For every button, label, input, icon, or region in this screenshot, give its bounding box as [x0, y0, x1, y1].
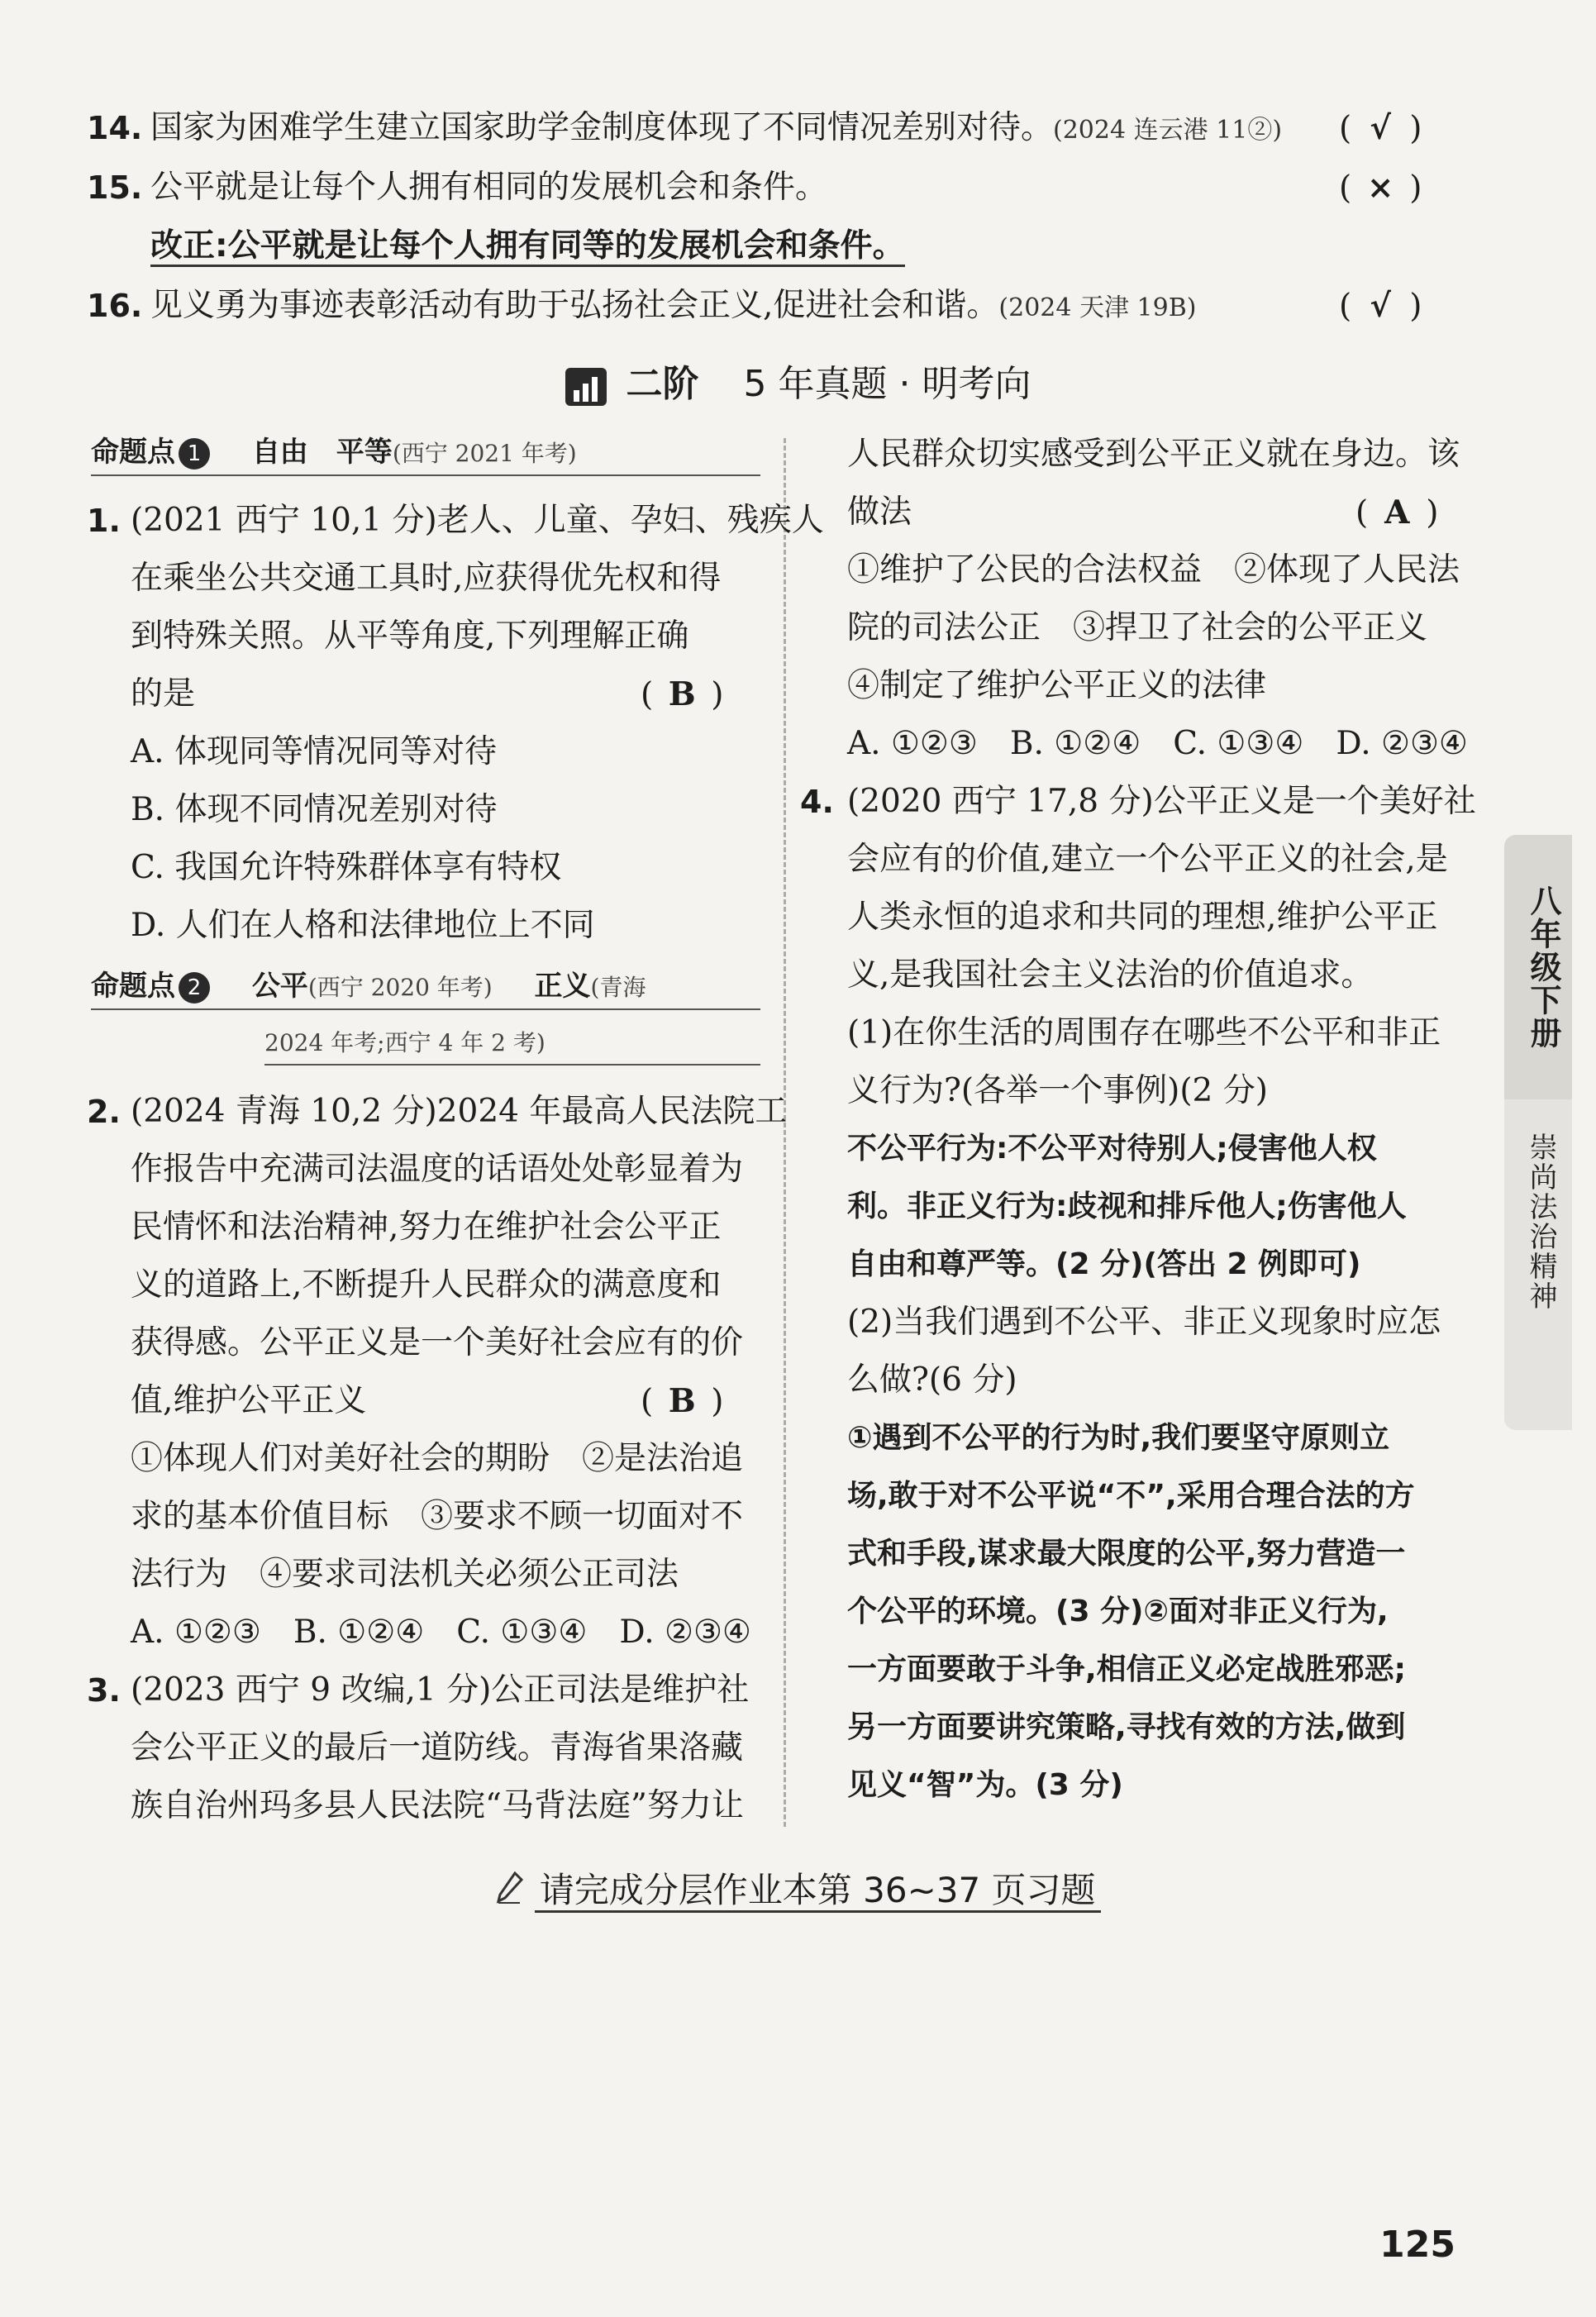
answer-text: 不公平行为:不公平对待别人;侵害他人权: [847, 1132, 1377, 1166]
answer-mark: B: [668, 1382, 696, 1420]
item-text: 国家为困难学生建立国家助学金制度体现了不同情况差别对待。(2024 连云港 11②): [150, 109, 1283, 146]
question-number: 1.: [87, 503, 121, 539]
option: D. 人们在人格和法律地位上不同: [131, 907, 595, 944]
option: ①体现人们对美好社会的期盼 ②是法治追: [131, 1440, 744, 1477]
section-title: 5 年真题 · 明考向: [743, 363, 1031, 405]
correction-text: 改正:公平就是让每个人拥有同等的发展机会和条件。: [150, 222, 905, 271]
side-tab-unit: 崇尚法治精神: [1524, 1132, 1557, 1311]
answer-paren: ( A ): [1355, 488, 1438, 538]
answer-paren: ( √ ): [1339, 103, 1422, 154]
answer-text: 式和手段,谋求最大限度的公平,努力营造一: [847, 1537, 1406, 1571]
topic-2-source-cont: 2024 年考;西宁 4 年 2 考): [264, 1021, 760, 1066]
answer-text: 另一方面要讲究策略,寻找有效的方法,做到: [847, 1710, 1406, 1744]
option: 求的基本价值目标 ③要求不顾一切面对不: [131, 1498, 744, 1535]
section-header: [0, 355, 1596, 413]
section-step: 二阶: [626, 363, 699, 405]
answer-paren: ( B ): [641, 670, 723, 720]
page: 14. 国家为困难学生建立国家助学金制度体现了不同情况差别对待。(2024 连云港 11②) ( √ ) 15. 公平就是让每个人拥有相同的发展机会和条件。 ( × ) 改正:公平就是让每个人拥有同等的发展机会和条件。 16. 见义勇为事迹表彰活动有助于弘扬社会正义,促进社会和谐。(2024 天津 19B) ( √ ) 二阶 5 年真题 · 明考向 命题点 1 自由 平等(西宁 2021 年考) 1. (2021 西宁 10,1 分)老人、儿童、孕妇、残疾人 在乘坐公共交通工具时,应获得优先权和得 到特殊关照。从平等角度,下列理解正确 的是 ( B ) A. 体现同等情况同等对待 B. 体现不同情况差别对待 C. 我国允许特殊群体享有特权 D. 人们在人格和法律地位上不同 命题点 2 公平(西宁 2020 年考) 正义(青海 2024 年考;西宁 4 年 2 考) 2. (2024 青海 10,2 分)2024 年最高人民法院工 作报告中充满司法温度的话语处处彰显着为 民情怀和法治精神,努力在维护社会公平正 义的道路上,不断提升人民群众的满意度和 获得感。公平正义是一个美好社会应有的价 值,维护公平正义 ( B ) ①体现人们对美好社会的期盼 ②是法治追 求的基本价值目标 ③要求不顾一切面对不 法行为 ④要求司法机关必须公正司法 A. ①②③ B. ①②④ C. ①③④ D. ②③④ 3. (2023 西宁 9 改编,1 分)公正司法是维护社 会公平正义的最后一道防线。青海省果洛藏 族自治州玛多县人民法院“马背法庭”努力让 人民群众切实感受到公平正义就在身边。该 做法 ( A ) ①维护了公民的合法权益 ②体现了人民法 院的司法公正 ③捍卫了社会的公平正义 ④制定了维护公平正义的法律 A. ①②③ B. ①②④ C. ①③④ D. ②③④ 4. (2020 西宁 17,8 分)公平正义是一个美好社 会应有的价值,建立一个公平正义的社会,是 人类永恒的追求和共同的理想,维护公平正 义,是我国社会主义法治的价值追求。 (1)在你生活的周围存在哪些不公平和非正 义行为?(各举一个事例)(2 分) 不公平行为:不公平对待别人;侵害他人权 利。非正义行为:歧视和排斥他人;伤害他人 自由和尊严等。(2 分)(答出 2 例即可) (2)当我们遇到不公平、非正义现象时应怎 么做?(6 分) ①遇到不公平的行为时,我们要坚守原则立 场,敢于对不公平说“不”,采用合理合法的方 式和手段,谋求最大限度的公平,努力营造一 个公平的环境。(3 分)②面对非正义行为, 一方面要敢于斗争,相信正义必定战胜邪恶; 另一方面要讲究策略,寻找有效的方法,做到 见义“智”为。(3 分) 八年级下册 崇尚法治精神 请完成分层作业本第 36~37 页习题 125: [0, 0, 1596, 2317]
answer-mark: √: [1370, 287, 1392, 325]
item-number: 15.: [87, 169, 143, 206]
pencil-icon: [495, 1866, 523, 1919]
option: 法行为 ④要求司法机关必须公正司法: [131, 1556, 679, 1593]
answer-mark: A: [1384, 493, 1410, 532]
answer-text: 自由和尊严等。(2 分)(答出 2 例即可): [847, 1247, 1361, 1281]
option: ①维护了公民的合法权益 ②体现了人民法: [847, 551, 1460, 589]
option: A. ①②③ B. ①②④ C. ①③④ D. ②③④: [131, 1614, 751, 1651]
option: 院的司法公正 ③捍卫了社会的公平正义: [847, 609, 1428, 646]
answer-text: 一方面要敢于斗争,相信正义必定战胜邪恶;: [847, 1652, 1407, 1686]
answer-text: 个公平的环境。(3 分)②面对非正义行为,: [847, 1595, 1389, 1628]
answer-mark: B: [668, 675, 696, 713]
topic-1-header: 命题点 1 自由 平等(西宁 2021 年考): [91, 431, 760, 476]
answer-paren: ( B ): [641, 1376, 723, 1427]
page-number: 125: [1379, 2224, 1455, 2266]
answer-text: 利。非正义行为:歧视和排斥他人;伤害他人: [847, 1189, 1407, 1223]
side-tab-grade: 八年级下册: [1525, 884, 1561, 1050]
answer-mark: ×: [1366, 169, 1394, 207]
question-number: 3.: [87, 1672, 121, 1709]
topic-number-badge: 1: [179, 438, 210, 470]
answer-text: ①遇到不公平的行为时,我们要坚守原则立: [847, 1421, 1390, 1455]
chart-bars-icon: [565, 368, 607, 406]
question-number: 4.: [800, 784, 834, 820]
item-text: 公平就是让每个人拥有相同的发展机会和条件。: [150, 169, 828, 206]
option: ④制定了维护公平正义的法律: [847, 667, 1267, 704]
question-number: 2.: [87, 1094, 121, 1130]
option: B. 体现不同情况差别对待: [131, 791, 498, 828]
item-text: 见义勇为事迹表彰活动有助于弘扬社会正义,促进社会和谐。(2024 天津 19B): [150, 287, 1197, 324]
answer-paren: ( × ): [1339, 163, 1422, 213]
answer-text: 见义“智”为。(3 分): [847, 1768, 1123, 1802]
item-number: 16.: [87, 288, 143, 324]
item-number: 14.: [87, 110, 143, 146]
option: A. 体现同等情况同等对待: [131, 733, 497, 770]
side-tab: [1504, 835, 1572, 1430]
answer-paren: ( √ ): [1339, 281, 1422, 331]
option: C. 我国允许特殊群体享有特权: [131, 849, 562, 886]
topic-number-badge: 2: [179, 972, 210, 1004]
topic-2-header: 命题点 2 公平(西宁 2020 年考) 正义(青海: [91, 965, 760, 1010]
answer-text: 场,敢于对不公平说“不”,采用合理合法的方: [847, 1479, 1415, 1513]
homework-note: 请完成分层作业本第 36~37 页习题: [0, 1864, 1596, 1919]
option: A. ①②③ B. ①②④ C. ①③④ D. ②③④: [847, 725, 1468, 762]
answer-mark: √: [1370, 109, 1392, 147]
